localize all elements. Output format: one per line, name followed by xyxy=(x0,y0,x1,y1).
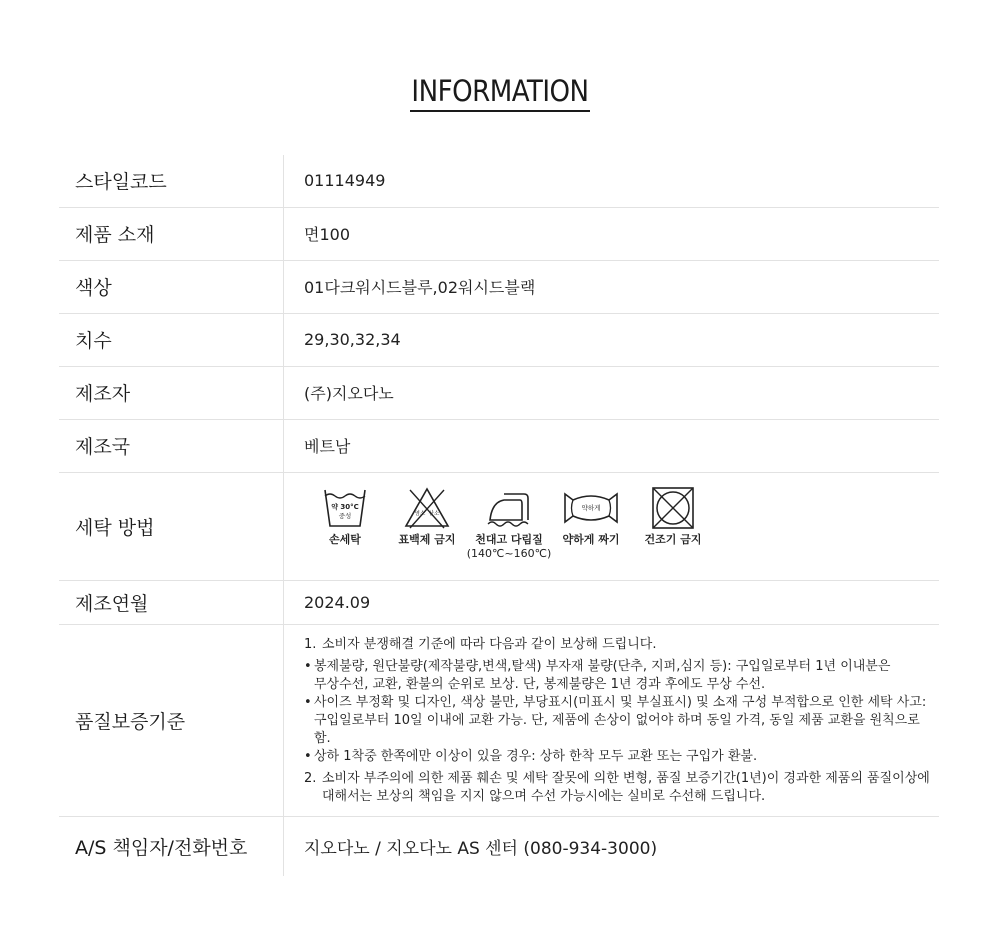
row-value: 지오다노 / 지오다노 AS 센터 (080-934-3000) xyxy=(304,838,658,859)
table-row xyxy=(59,816,939,876)
table-row xyxy=(59,419,939,472)
row-value: (주)지오다노 xyxy=(284,366,940,419)
list-item: • 봉제불량, 원단불량(제작불량,변색,탈색) 부자재 불량(단추, 지퍼,심지 등): 구입일로부터 1년 이내분은 무상수선, 교환, 환불의 순위로 보상. 단, 봉제불량은 1년 경과 후에도 무상 수선. xyxy=(304,658,891,692)
row-label: 제조자 xyxy=(59,366,284,419)
warranty-label: 품질보증기준 xyxy=(59,624,284,816)
row-label: 치수 xyxy=(59,313,284,366)
wash-item-no-bleach xyxy=(386,486,468,547)
row-value: 01다크워시드블루,02워시드블랙 xyxy=(284,260,940,313)
row-label: 제품 소재 xyxy=(59,207,284,260)
wring-inner-text: 약하게 xyxy=(581,504,601,512)
page-title-wrap xyxy=(0,74,1000,112)
wash-item-wring xyxy=(550,486,632,547)
hand-wash-temp: 약 30°C xyxy=(331,503,359,511)
row-value: 29,30,32,34 xyxy=(284,313,940,366)
row-label: 스타일코드 xyxy=(59,155,284,207)
wash-value xyxy=(284,472,940,580)
wash-caption xyxy=(467,533,552,561)
warranty-item-2: 2. 소비자 부주의에 의한 제품 훼손 및 세탁 잘못에 의한 변형, 품질 보증기간(1년)이 경과한 제품의 품질이상에 대해서는 보상의 책임을 지지 않으며 수선 가능시에는 실비로 수선해 드립니다. xyxy=(304,770,930,804)
no-bleach-chlorine: 염소 xyxy=(414,511,426,517)
row-label: 제조연월 xyxy=(59,580,284,624)
wash-row xyxy=(59,472,939,580)
hand-wash-detergent: 중성 xyxy=(338,512,352,520)
warranty-row xyxy=(59,624,939,816)
warranty-value xyxy=(284,624,940,816)
wash-label: 세탁 방법 xyxy=(59,472,284,580)
wash-icons xyxy=(304,480,939,572)
table-row xyxy=(59,260,939,313)
row-value: 베트남 xyxy=(284,419,940,472)
row-value: 2024.09 xyxy=(284,580,940,624)
page-title: INFORMATION xyxy=(410,74,589,112)
row-label: 색상 xyxy=(59,260,284,313)
row-value: 면100 xyxy=(284,207,940,260)
wash-item-iron xyxy=(468,486,550,561)
wash-item-hand-wash xyxy=(304,486,386,547)
wash-item-no-dryer xyxy=(632,486,714,547)
wash-caption: 건조기 금지 xyxy=(644,533,702,546)
warranty-bullets xyxy=(304,658,939,766)
table-row xyxy=(59,207,939,260)
no-tumble-dry-icon xyxy=(650,486,696,530)
list-item: • 사이즈 부정확 및 디자인, 색상 불만, 부당표시(미표시 및 부실표시) 및 소재 구성 부적합으로 인한 세탁 사고: 구입일로부터 10일 이내에 교환 가능. 단, 제품에 손상이 없어야 하며 동일 가격, 동일 제품 교환을 원칙으로 함. xyxy=(304,694,927,746)
table-row xyxy=(59,155,939,207)
warranty-text xyxy=(304,635,939,806)
iron-temp-range: (140℃~160℃) xyxy=(466,547,552,560)
warranty-item-1: 1. 소비자 분쟁해결 기준에 따라 다음과 같이 보상해 드립니다. xyxy=(304,636,657,652)
hand-wash-30c-icon xyxy=(322,486,368,530)
table-row xyxy=(59,313,939,366)
row-label: A/S 책임자/전화번호 xyxy=(59,816,284,876)
row-value: 01114949 xyxy=(284,155,940,207)
information-table xyxy=(59,155,939,876)
table-row xyxy=(59,366,939,419)
wash-caption: 표백제 금지 xyxy=(398,533,456,546)
iron-cloth-icon xyxy=(486,486,532,530)
wash-caption: 손세탁 xyxy=(329,533,361,546)
no-bleach-oxygen: 산소 xyxy=(428,511,440,517)
table-row xyxy=(59,580,939,624)
row-label: 제조국 xyxy=(59,419,284,472)
no-bleach-icon xyxy=(404,486,450,530)
wash-caption: 약하게 짜기 xyxy=(562,533,620,546)
gentle-wring-icon xyxy=(561,486,621,530)
iron-caption: 천대고 다림질 xyxy=(475,533,543,546)
list-item: • 상하 1착중 한쪽에만 이상이 있을 경우: 상하 한착 모두 교환 또는 구입가 환불. xyxy=(304,748,758,764)
